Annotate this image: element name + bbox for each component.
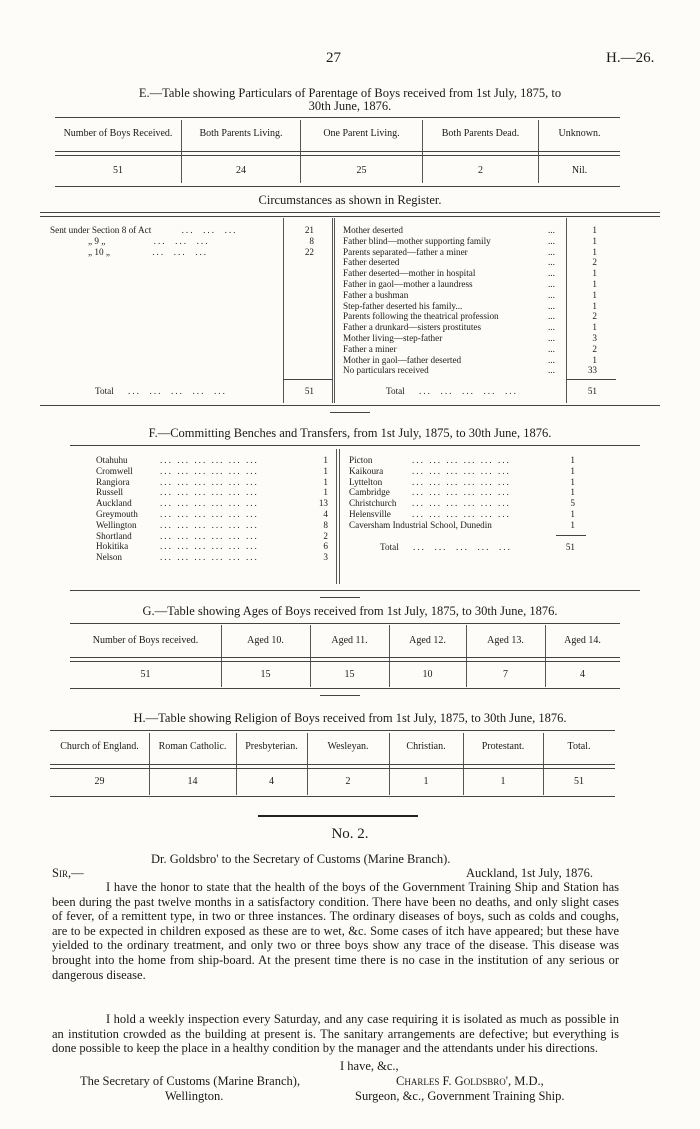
table-h-header: Total.: [567, 741, 591, 752]
table-f-left-label: Greymouth: [96, 509, 138, 519]
table-f-right-dots: ... ... ... ... ... ...: [412, 509, 511, 519]
circ-right-label: Parents following the theatrical profession: [343, 311, 499, 322]
circ-right-label: Father a drunkard—sisters prostitutes: [343, 322, 482, 333]
circ-right-dots: ...: [548, 235, 555, 246]
circ-left-row-1: Sent under Section 8 of Act ... ... ...: [50, 225, 238, 235]
table-g-header: Aged 13.: [487, 635, 524, 646]
circ-right-label: Mother deserted: [343, 225, 403, 235]
circ-right-dots: ...: [548, 268, 555, 279]
table-f-left-dots: ... ... ... ... ... ...: [160, 487, 259, 498]
letter-addressee-line2: Wellington.: [165, 1089, 224, 1103]
table-f-right-dots: ... ... ... ... ... ...: [412, 498, 511, 509]
table-h-header: Roman Catholic.: [158, 741, 227, 752]
table-f-right-value: 1: [570, 509, 575, 519]
circ-right-row: [343, 355, 461, 366]
table-f-right-label: Picton: [349, 455, 373, 465]
table-f-right-value: 1: [570, 487, 575, 498]
table-e-header-both-living: Both Parents Living.: [199, 128, 283, 139]
circ-right-row: [343, 247, 468, 258]
table-h-header: Church of England.: [60, 741, 139, 752]
circ-right-dots: ...: [548, 333, 555, 343]
table-f-left-label: Nelson: [96, 552, 123, 563]
table-f-left-value: 6: [323, 541, 328, 552]
letter-addressee-line1: The Secretary of Customs (Marine Branch),: [80, 1074, 301, 1088]
table-h-value: 1: [423, 776, 429, 787]
circ-right-dots: ...: [548, 365, 555, 376]
table-g-header: Aged 10.: [247, 635, 284, 646]
letter-heading: No. 2.: [331, 826, 369, 842]
table-h-value: 14: [187, 776, 198, 787]
table-f-right-label: Cambridge: [349, 487, 390, 498]
table-f-left-value: 2: [323, 530, 328, 541]
circ-right-label: Mother living—step-father: [343, 333, 443, 343]
table-e-header-received: Number of Boys Received.: [63, 128, 173, 139]
document-reference: H.—26.: [606, 50, 655, 66]
circ-right-dots: ...: [548, 343, 555, 354]
circ-right-value: 1: [592, 279, 597, 289]
circ-right-dots: ...: [548, 311, 555, 322]
circ-right-label: Mother in gaol—father deserted: [343, 354, 462, 365]
circ-right-row: [343, 322, 481, 333]
circ-left-total: Total ... ... ... ... ...: [95, 386, 227, 396]
circ-right-row: [343, 268, 475, 279]
table-f-left-dots: ... ... ... ... ... ...: [160, 509, 259, 519]
table-f-left-label: Auckland: [96, 498, 132, 509]
table-f-left-label: Cromwell: [96, 465, 133, 476]
table-g-title: G.—Table showing Ages of Boys received from 1st July, 1875, to 30th June, 1876.: [142, 604, 558, 618]
circ-right-label: Father deserted—mother in hospital: [343, 268, 476, 279]
circ-left-row-2: „ 9 „ ... ... ...: [88, 236, 210, 246]
table-g-value: 7: [503, 669, 508, 680]
circ-right-dots: ...: [548, 300, 555, 311]
table-g-value: 15: [344, 669, 355, 680]
circ-right-value: 3: [592, 333, 597, 343]
circ-right-row: [343, 301, 462, 312]
table-f-right-label: Lyttelton: [349, 476, 383, 487]
table-h-value: 51: [574, 776, 584, 787]
table-h-header: Presbyterian.: [245, 741, 298, 752]
table-h-header: Wesleyan.: [327, 741, 369, 752]
table-f-left-dots: ... ... ... ... ... ...: [160, 476, 259, 487]
table-f-left-label: Shortland: [96, 530, 132, 541]
table-f-left-value: 13: [318, 498, 328, 509]
circ-right-total: Total ... ... ... ... ...: [386, 386, 518, 396]
table-f-right-value: 1: [570, 476, 575, 487]
table-f-title: F.—Committing Benches and Transfers, from 1st July, 1875, to 30th June, 1876.: [148, 426, 552, 440]
circ-left-value-1: 21: [304, 225, 314, 235]
table-h-value: 1: [500, 776, 506, 787]
table-e-circumstances-title: Circumstances as shown in Register.: [258, 193, 442, 207]
table-e-header-unknown: Unknown.: [558, 128, 601, 139]
table-f-right-value: 1: [570, 519, 575, 530]
table-f-left-value: 3: [323, 552, 328, 563]
table-g-header: Aged 11.: [331, 635, 368, 646]
circ-right-value: 2: [592, 257, 597, 268]
circ-left-value-3: 22: [304, 247, 314, 257]
table-h-header: Protestant.: [481, 741, 525, 752]
table-f-left-dots: ... ... ... ... ... ...: [160, 519, 259, 530]
table-f-left-value: 1: [323, 465, 328, 476]
circ-right-value: 1: [592, 268, 597, 279]
table-f-right-dots: ... ... ... ... ... ...: [412, 465, 511, 476]
circ-right-value: 1: [592, 322, 597, 333]
table-f-left-value: 1: [323, 476, 328, 487]
circ-right-total-value: 51: [587, 386, 597, 396]
letter-signature-title: Surgeon, &c., Government Training Ship.: [355, 1089, 565, 1103]
table-e-value-received: 51: [113, 165, 123, 176]
circ-right-label: Step-father deserted his family...: [343, 300, 463, 311]
circ-right-value: 1: [592, 289, 597, 300]
table-g-value: 4: [580, 669, 585, 680]
circ-right-row: [343, 333, 442, 344]
table-f-left-label: Hokitika: [96, 541, 129, 552]
circ-right-label: Father deserted: [343, 257, 400, 268]
table-f-right-value: 5: [570, 498, 575, 509]
letter-paragraph-1: I have the honor to state that the health of the boys of the Government Training Ship and Station has been during the past twelve months in a satisfactory condition. There have been no deaths, and only slight cases of fever, of a remittent type, in two or three instances. The ordinary diseases of boys, such as colds and coughs, are to be expected in children exposed as these are to wet, &c. Some cases of itch have appeared; but these have yielded to the ordinary treatment, and only two or three boys show any trace of the disease. This disease was brought into the home from ship-board. At the present time there is no case in the institution of any serious or dangerous disease.: [52, 880, 619, 982]
table-f-left-value: 8: [323, 519, 328, 530]
table-f-right-total-value: 51: [565, 542, 575, 552]
table-f-right-dots: ... ... ... ... ... ...: [412, 455, 511, 465]
table-f-left-dots: ... ... ... ... ... ...: [160, 530, 259, 541]
letter-signature: Charles F. Goldsbro', M.D.,: [396, 1074, 544, 1088]
table-e-header-both-dead: Both Parents Dead.: [441, 128, 520, 139]
circ-right-row: [343, 225, 403, 236]
table-f-right-value: 1: [570, 465, 575, 476]
table-f-left-dots: ... ... ... ... ... ...: [160, 498, 259, 509]
circ-left-total-value: 51: [304, 386, 314, 396]
page-number: 27: [326, 50, 341, 66]
circ-right-value: 2: [592, 311, 597, 322]
circ-right-row: [343, 279, 473, 290]
table-f-right-label: Caversham Industrial School, Dunedin: [349, 519, 492, 530]
circ-right-value: 33: [587, 365, 597, 376]
table-f-left-dots: ... ... ... ... ... ...: [160, 552, 259, 563]
table-f-right-value: 1: [570, 455, 575, 465]
table-e-value-unknown: Nil.: [571, 165, 588, 176]
table-f-left-dots: ... ... ... ... ... ...: [160, 455, 259, 465]
circ-right-label: Parents separated—father a miner: [343, 246, 468, 257]
table-e-title-line1: E.—Table showing Particulars of Parentage of Boys received from 1st July, 1875, to: [138, 86, 562, 100]
letter-salutation: Sir,—: [52, 866, 84, 880]
table-h-value: 29: [94, 776, 105, 787]
table-e-title-line2: 30th June, 1876.: [308, 99, 392, 113]
table-f-left-value: 4: [323, 509, 328, 519]
circ-right-label: Father blind—mother supporting family: [343, 235, 491, 246]
circ-right-row: [343, 311, 499, 322]
circ-right-row: [343, 236, 491, 247]
circ-right-row: [343, 365, 429, 376]
table-f-left-dots: ... ... ... ... ... ...: [160, 541, 259, 552]
table-g-value: 51: [140, 669, 151, 680]
circ-right-dots: ...: [548, 225, 555, 235]
circ-right-label: Father a bushman: [343, 289, 409, 300]
table-e-header-one-living: One Parent Living.: [323, 128, 400, 139]
table-h-value: 4: [269, 776, 274, 787]
circ-right-label: No particulars received: [343, 365, 429, 376]
table-f-right-label: Helensville: [349, 509, 391, 519]
table-f-right-total: Total ... ... ... ... ...: [380, 542, 512, 552]
table-f-left-label: Rangiora: [96, 476, 130, 487]
table-e-value-both-living: 24: [236, 165, 246, 176]
table-h-title: H.—Table showing Religion of Boys received from 1st July, 1875, to 30th June, 1876.: [133, 711, 567, 725]
circ-left-row-3: „ 10 „ ... ... ...: [88, 247, 209, 257]
table-f-left-label: Otahuhu: [96, 455, 128, 465]
letter-place-date: Auckland, 1st July, 1876.: [466, 866, 593, 880]
circ-left-value-2: 8: [309, 236, 314, 246]
circ-right-row: [343, 344, 397, 355]
circ-right-dots: ...: [548, 289, 555, 300]
letter-paragraph-2: I hold a weekly inspection every Saturday, and any case requiring it is isolated as much as possible in an institution crowded as the building at present is. The sanitary arrangements are defective; but everything is done possible to keep the place in a healthy condition by the manager and the attendants under his directions.: [52, 1012, 619, 1056]
circ-right-value: 1: [592, 235, 597, 246]
circ-right-value: 1: [592, 246, 597, 257]
table-g-value: 10: [422, 669, 433, 680]
table-f-right-dots: ... ... ... ... ... ...: [412, 476, 511, 487]
table-f-left-label: Wellington: [96, 519, 137, 530]
table-f-right-dots: ... ... ... ... ... ...: [412, 487, 511, 498]
table-h-header: Christian.: [406, 741, 446, 752]
table-h-value: 2: [345, 776, 351, 787]
table-g-header: Aged 14.: [564, 635, 601, 646]
letter-from-to: Dr. Goldsbro' to the Secretary of Customs (Marine Branch).: [151, 852, 451, 866]
circ-right-dots: ...: [548, 279, 555, 289]
table-f-right-label: Christchurch: [349, 498, 397, 509]
table-g-header: Aged 12.: [409, 635, 446, 646]
table-f-left-value: 1: [323, 455, 328, 465]
table-e-value-one-living: 25: [356, 165, 367, 176]
circ-right-row: [343, 290, 408, 301]
table-f-left-dots: ... ... ... ... ... ...: [160, 465, 259, 476]
table-f-right-label: Kaikoura: [349, 465, 384, 476]
circ-right-value: 2: [592, 343, 597, 354]
table-f-left-value: 1: [323, 487, 328, 498]
table-f-left-label: Russell: [96, 487, 124, 498]
letter-closing: I have, &c.,: [340, 1059, 399, 1073]
circ-right-label: Father a miner: [343, 343, 397, 354]
table-g-value: 15: [260, 669, 271, 680]
circ-right-dots: ...: [548, 322, 555, 333]
circ-right-dots: ...: [548, 246, 555, 257]
circ-right-dots: ...: [548, 257, 555, 268]
table-e-value-both-dead: 2: [478, 165, 483, 176]
circ-right-value: 1: [592, 225, 597, 235]
circ-right-dots: ...: [548, 354, 555, 365]
circ-right-value: 1: [592, 354, 597, 365]
circ-right-row: [343, 257, 399, 268]
table-g-header: Number of Boys received.: [92, 635, 199, 646]
circ-right-label: Father in gaol—mother a laundress: [343, 279, 473, 289]
circ-right-value: 1: [592, 300, 597, 311]
